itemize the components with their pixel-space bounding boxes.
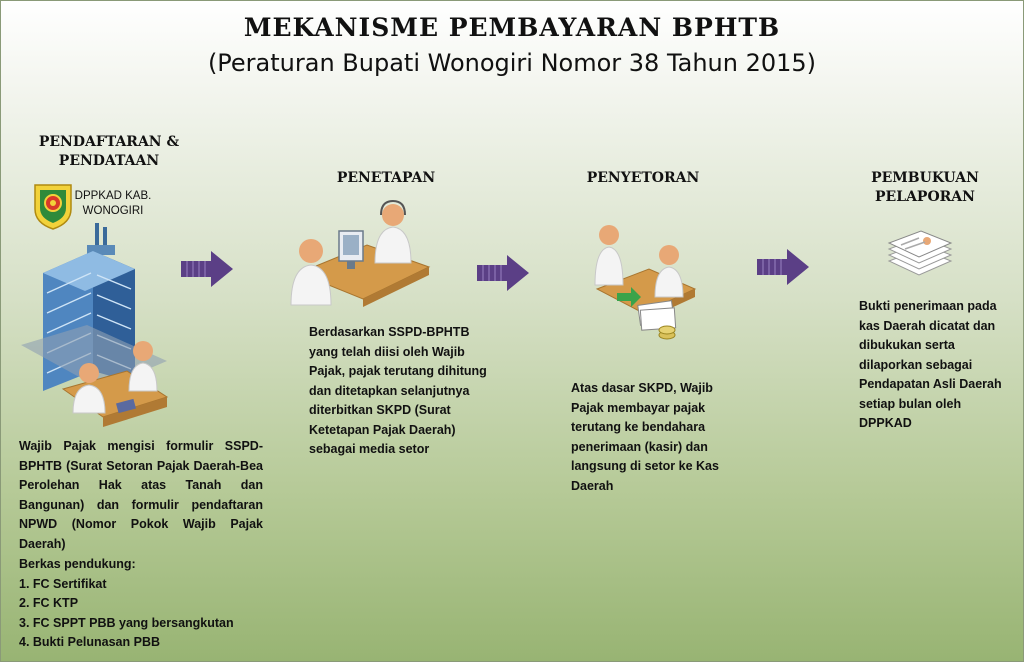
step-3-title: PENYETORAN: [586, 170, 700, 186]
step-3-description: Atas dasar SKPD, Wajib Pajak membayar pajak terutang ke bendahara penerimaan (kasir) dan langsung di setor ke Kas Daerah: [571, 381, 719, 493]
step-4-title: [845, 169, 1005, 207]
office-building-illustration: [17, 221, 177, 431]
supporting-item: 4. Bukti Pelunasan PBB: [19, 635, 161, 649]
step-4-description: Bukti penerimaan pada kas Daerah dicatat dan dibukukan serta dilaporkan sebagai Pendapatan Asli Daerah setiap bulan oleh DPPKAD: [859, 299, 1002, 430]
logo-line1: DPPKAD KAB.: [74, 190, 152, 202]
step-1-title-line2: PENDATAAN: [58, 153, 160, 169]
step-4-title-line2: PELAPORAN: [875, 189, 975, 205]
step-1-description: Wajib Pajak mengisi formulir SSPD-BPHTB (Surat Setoran Pajak Daerah-Bea Perolehan Hak atas Tanah dan Bangunan) dan formulir pendaftaran NPWD (Nomor Pokok Wajib Pajak Daerah): [19, 439, 263, 551]
supporting-item: 1. FC Sertifikat: [19, 576, 107, 591]
supporting-label: Berkas pendukung:: [19, 557, 136, 571]
supporting-item: 2. FC KTP: [19, 596, 79, 610]
cashier-payment-illustration: [591, 223, 701, 343]
step-4-title-line1: PEMBUKUAN: [871, 170, 979, 186]
flow-arrow-icon: [755, 247, 815, 287]
step-1-supporting-list: [19, 555, 279, 653]
logo-label: [71, 189, 155, 219]
step-1-title: [19, 133, 199, 171]
step-2-description: Berdasarkan SSPD-BPHTB yang telah diisi oleh Wajib Pajak, pajak terutang dihitung dan ditetapkan selanjutnya diterbitkan SKPD (Surat Ketetapan Pajak Daerah) sebagai media setor: [309, 325, 487, 456]
flow-arrow-icon: [475, 253, 535, 293]
document-stack-icon: [885, 229, 955, 285]
logo-line2: WONOGIRI: [82, 205, 144, 217]
step-1-title-line1: PENDAFTARAN &: [38, 134, 180, 150]
step-2-title: PENETAPAN: [336, 170, 436, 186]
diagram-subtitle: (Peraturan Bupati Wonogiri Nomor 38 Tahun 2015): [207, 49, 817, 77]
diagram-title: MEKANISME PEMBAYARAN BPHTB: [243, 13, 781, 42]
flow-arrow-icon: [179, 249, 239, 289]
office-desk-illustration: [289, 201, 439, 311]
supporting-item: 3. FC SPPT PBB yang bersangkutan: [19, 615, 234, 630]
